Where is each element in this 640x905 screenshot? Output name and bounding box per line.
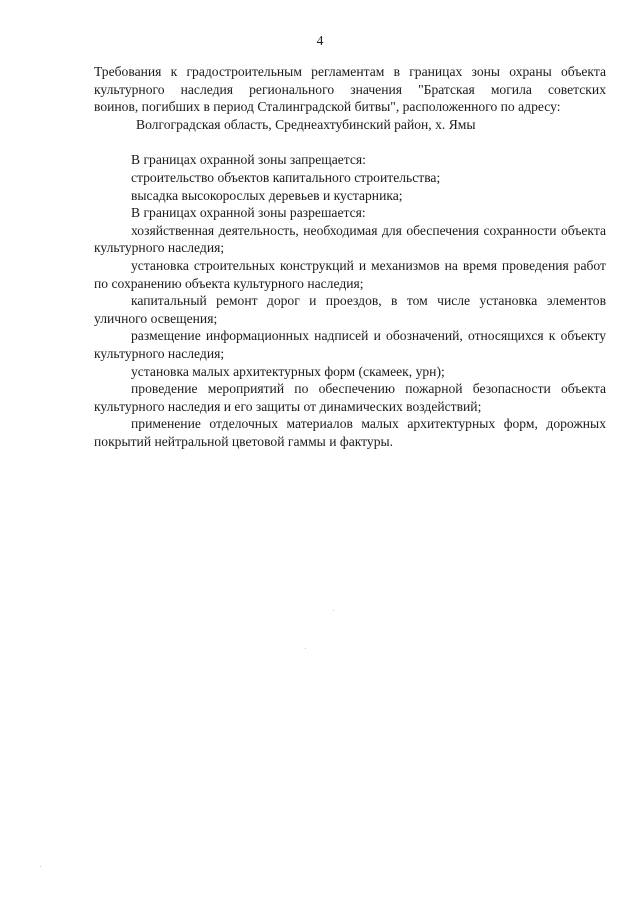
document-heading (94, 63, 606, 133)
page-number: 4 (316, 33, 324, 48)
scan-speck (305, 648, 306, 649)
list-item: установка малых архитектурных форм (скамеек, урн); (131, 363, 445, 379)
list-item: применение отделочных материалов малых архитектурных форм, дорожных покрытий нейтральной цветовой гаммы и фактуры. (94, 416, 606, 449)
section-prohibited-title: В границах охранной зоны запрещается: (131, 152, 366, 168)
list-item: установка строительных конструкций и механизмов на время проведения работ по сохранению объекта культурного наследия; (94, 257, 606, 291)
requirements-list (94, 151, 606, 450)
document-content (94, 63, 606, 450)
list-item: высадка высокорослых деревьев и кустарника; (131, 187, 403, 203)
list-item: строительство объектов капитального строительства; (131, 169, 441, 185)
heading-line: Требования к градостроительным регламентам в границах зоны охраны объекта (94, 64, 606, 79)
list-item: капитальный ремонт дорог и проездов, в том числе установка элементов уличного освещения; (94, 293, 606, 326)
section-allowed-title: В границах охранной зоны разрешается: (131, 205, 366, 221)
heading-address: Волгоградская область, Среднеахтубинский район, х. Ямы (136, 116, 476, 132)
list-item: проведение мероприятий по обеспечению пожарной безопасности объекта культурного наследия и его защиты от динамических воздействий; (94, 381, 606, 414)
list-item: хозяйственная деятельность, необходимая для обеспечения сохранности объекта культурного наследия; (94, 222, 606, 256)
heading-line: культурного наследия регионального значения "Братская могила советских (94, 81, 606, 97)
scan-speck (333, 610, 334, 611)
list-item: размещение информационных надписей и обозначений, относящихся к объекту культурного наследия; (94, 328, 606, 361)
heading-line: воинов, погибших в период Сталинградской битвы", расположенного по адресу: (94, 99, 561, 115)
scan-speck (40, 866, 41, 867)
